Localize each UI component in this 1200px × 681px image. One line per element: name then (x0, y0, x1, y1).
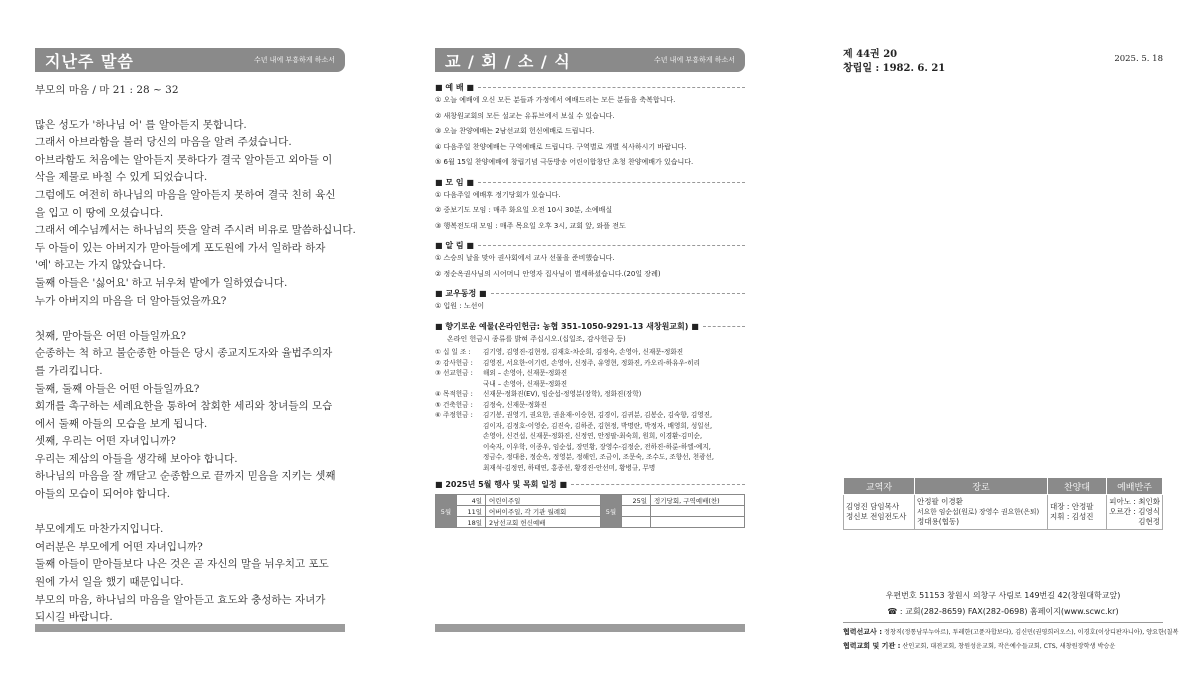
sermon-line: 되시길 바랍니다. (35, 611, 113, 624)
founding-date: 창립일 : 1982. 6. 21 (843, 63, 946, 74)
offering-line: 김기영, 김영진-김현정, 김재호-차순희, 김정숙, 손영아, 신재문-정화진 (483, 348, 684, 356)
schedule-month: 5월 (601, 495, 622, 528)
members-list (435, 299, 745, 315)
staff-header-choir: 찬양대 (1048, 478, 1107, 495)
offering-heading: ■ 향기로운 예물(온라인헌금: 농협 351-1050-9291-13 새창원교회) ■ (435, 321, 745, 332)
news-item: ① 오늘 예배에 오신 모든 분들과 가정에서 예배드리는 모든 분들을 축복합니다. (435, 96, 676, 104)
offering-label: ⑤ 건축헌금 : (435, 400, 473, 409)
schedule-event (651, 517, 745, 528)
sermon-body (35, 82, 356, 627)
sermon-line: 순종하는 척 하고 불순종한 아들은 당시 종교지도자와 율법주의자 (35, 347, 333, 360)
staff-pastors: 김영진 담임목사 정신보 전임전도사 (844, 495, 915, 530)
sermon-line: 두 아들이 있는 아버지가 맏아들에게 포도원에 가서 일하라 하자 (35, 241, 326, 254)
sermon-panel (35, 48, 356, 627)
schedule-event: 2남선교회 헌신예배 (486, 517, 601, 528)
news-subtitle: 수년 내에 부흥하게 하소서 (653, 56, 735, 64)
schedule-event: 어린이주일 (486, 495, 601, 506)
offering-row (435, 368, 745, 389)
church-contact: ☎ : 교회(282-8659) FAX(282-0698) 홈페이지(www.scwc.kr) (887, 607, 1119, 616)
news-item: ② 정순옥권사님의 시어머니 안영자 집사님이 별세하셨습니다.(20일 장례) (435, 269, 661, 278)
sermon-line: 부모의 마음, 하나님의 마음을 알아듣고 효도와 충성하는 자녀가 (35, 593, 326, 606)
offering-row (435, 410, 745, 473)
church-address: 우편번호 51153 창원시 의창구 사림로 149번길 42(창원대학교앞) (885, 591, 1121, 600)
volume-number: 제 44권 20 (843, 49, 898, 60)
schedule-day (622, 506, 651, 517)
offering-names (483, 358, 745, 369)
sermon-line: 둘째 아들이 맏아들보다 나은 것은 곧 자신의 말을 뉘우치고 포도 (35, 558, 329, 571)
schedule-row (436, 506, 745, 517)
news-item: ① 입원 : 노선이 (435, 302, 485, 310)
paragraph-gap (35, 504, 345, 522)
news-title: 교 / 회 / 소 / 식 (445, 52, 571, 71)
sermon-line: '예' 하고는 가지 않았습니다. (35, 259, 166, 272)
staff-header-elders: 장로 (915, 478, 1048, 495)
sermon-reference: 부모의 마음 / 마 21 : 28 ~ 32 (35, 84, 179, 96)
offering-line: 해외 – 손영아, 신재문-정화진 (483, 369, 568, 377)
news-item: ③ 행복전도대 모임 : 매주 목요일 오후 3시, 교회 앞, 와플 전도 (435, 221, 626, 230)
staff-header-pastors: 교역자 (844, 478, 915, 495)
sermon-line: 아들의 모습이 되어야 합니다. (35, 488, 171, 501)
offering-label: ① 십 일 조 : (435, 348, 471, 356)
info-panel (843, 48, 1163, 76)
offering-row (435, 358, 745, 369)
offering-line: 김기봉, 권영기, 권요한, 권윤재-이승현, 김경이, 김귀분, 김봉순, 김숙향, 김영진, (483, 411, 713, 419)
news-item: ③ 오늘 찬양예배는 2남선교회 헌신예배로 드립니다. (435, 127, 595, 135)
sermon-line: 그럼에도 여전히 하나님의 마음을 알아듣지 못하여 결국 친히 육신 (35, 188, 336, 201)
schedule-table (435, 494, 745, 528)
schedule-heading: ■ 2025년 5월 행사 및 목회 일정 ■ (435, 479, 745, 490)
schedule-row (436, 495, 745, 506)
news-header (435, 48, 745, 72)
sermon-line: 하나님의 마음을 잘 깨닫고 순종함으로 끝까지 믿음을 지키는 셋째 (35, 470, 336, 483)
sermon-header (35, 48, 345, 72)
schedule-event: 어버이주일, 각 기관 월례회 (486, 506, 601, 517)
staff-accompanist: 피아노 : 최인화 오르간 : 김영식 김현정 (1107, 495, 1163, 530)
offering-label: ⑥ 주정헌금 : (435, 411, 473, 419)
sermon-line: 에서 둘째 아들의 모습을 보게 됩니다. (35, 417, 208, 430)
members-heading: ■ 교우동정 ■ (435, 288, 745, 299)
sermon-line: 그래서 예수님께서는 하나님의 뜻을 알려 주시려 비유로 말씀하십니다. (35, 224, 356, 237)
sermon-line: 여러분은 부모에게 어떤 자녀입니까? (35, 540, 203, 553)
worship-list (435, 93, 745, 171)
worship-heading: ■ 예 배 ■ (435, 82, 745, 93)
schedule-month: 5월 (436, 495, 457, 528)
news-item: ④ 다음주일 찬양예배는 구역예배로 드립니다. 구역별로 개별 식사하시기 바랍니다. (435, 142, 687, 151)
offering-line: 김정숙, 신재문-정화진 (483, 400, 547, 409)
offering-names (483, 347, 745, 358)
news-item: ① 스승의 날을 맞아 권사회에서 교사 선물을 준비했습니다. (435, 254, 615, 262)
offering-line: 최재석-김정연, 하태연, 홍종선, 황경진-안선미, 황병규, 무명 (483, 463, 656, 472)
offering-names (483, 400, 745, 411)
offering-names (483, 389, 745, 400)
coop-churches: 협력교회 및 기관 : 산인교회, 대전교회, 창원성운교회, 작은예수들교회, CTS, 새창원장학생 박승운 (843, 642, 1116, 650)
sermon-line: 원에 가서 일을 했기 때문입니다. (35, 576, 184, 589)
sermon-footer-bar (35, 624, 345, 632)
offering-names (483, 410, 745, 473)
coop-missionaries: 협력선교사 : 정창직(정통남부누아르), 투레한(고퓬자합보다), 김신민(권영희러오스), 이경호(이상디판자니아), 양요한(칠복 (843, 628, 1179, 636)
staff-choir: 대장 : 안정팔 지휘 : 김성진 (1048, 495, 1107, 530)
sermon-line: 둘째, 둘째 아들은 어떤 아들일까요? (35, 382, 200, 395)
offering-list (435, 347, 745, 473)
staff-elders: 안정팔 이경환 서요한 임순섭(원로) 장영수 권요한(은퇴) 정대용(협동) (915, 495, 1048, 530)
offering-label: ② 감사헌금 : (435, 358, 473, 367)
sermon-line: 첫째, 맏아들은 어떤 아들일까요? (35, 329, 186, 342)
meeting-list (435, 188, 745, 235)
offering-line: 신재문-정화진(EV), 임순섭-정영분(장학), 정화진(장학) (483, 390, 642, 398)
sermon-line: 회개를 촉구하는 세례요한을 통하여 참회한 세리와 창녀들의 모습 (35, 400, 333, 413)
schedule-day: 18일 (457, 517, 486, 528)
sermon-line: 를 가리킵니다. (35, 364, 103, 377)
news-item: ① 다음주일 예배후 정기당회가 있습니다. (435, 190, 561, 199)
offering-line: 국내 – 손영아, 신재문-정화진 (483, 379, 568, 388)
news-item: ② 새창원교회의 모든 설교는 유튜브에서 보실 수 있습니다. (435, 111, 615, 120)
issue-date: 2025. 5. 18 (1114, 54, 1163, 64)
sermon-line: 셋째, 우리는 어떤 자녀입니까? (35, 435, 176, 448)
paragraph-gap (35, 310, 345, 328)
sermon-line: 우리는 제삼의 아들을 생각해 보아야 합니다. (35, 452, 238, 465)
sermon-paragraphs (35, 117, 356, 627)
schedule-day: 11일 (457, 506, 486, 517)
sermon-line: 을 입고 이 땅에 오셨습니다. (35, 206, 164, 219)
schedule-event (651, 506, 745, 517)
notice-heading: ■ 알 림 ■ (435, 240, 745, 251)
offering-line: 손영아, 신건섭, 신재문-정화진, 신정연, 안정팔-최숙희, 원희, 이경환-김미순, (483, 432, 703, 440)
meeting-heading: ■ 모 임 ■ (435, 177, 745, 188)
news-panel (435, 48, 745, 528)
offering-line: 정금수, 정대용, 정순옥, 정영분, 정해인, 조금이, 조문숙, 조수도, 조향선, 천광선, (483, 453, 714, 461)
offering-names (483, 368, 745, 389)
staff-header-accompanist: 예배반주 (1107, 478, 1163, 495)
offering-row (435, 347, 745, 358)
offering-line: 김영진, 서요한-이기련, 손영아, 신정주, 유영현, 정화진, 카오리-하유우-히리 (483, 358, 701, 367)
sermon-line: 둘째 아들은 '싫어요' 하고 뉘우쳐 밭에가 일하였습니다. (35, 276, 288, 289)
news-item: ② 중보기도 모임 : 매주 화요일 오전 10시 30분, 소예배실 (435, 206, 613, 214)
schedule-day: 4일 (457, 495, 486, 506)
sermon-title: 지난주 말씀 (45, 52, 134, 71)
news-footer-bar (435, 624, 745, 632)
schedule-row (436, 517, 745, 528)
offering-note: 온라인 헌금시 종류를 밝혀 주십시오.(십일조, 감사헌금 등) (447, 334, 626, 343)
sermon-line: 누가 아버지의 마음을 더 알아들었을까요? (35, 294, 227, 307)
offering-line: 이숙자, 이우학, 이종우, 임순섭, 장민황, 장영수-김정순, 전하진-하룬-하엘-예지, (483, 442, 711, 451)
schedule-day (622, 517, 651, 528)
news-item: ⑤ 6월 15일 찬양예배에 창립기념 극동방송 어린이합창단 초청 찬양예배가 있습니다. (435, 158, 694, 166)
sermon-line: 많은 성도가 '하나님 어' 를 알아듣지 못합니다. (35, 118, 247, 131)
schedule-event: 정기당회, 구역예배(찬) (651, 495, 745, 506)
offering-line: 김이자, 김정호-이영순, 김진숙, 김하준, 김현정, 박명란, 박정자, 배영희, 성일선, (483, 421, 713, 430)
offering-label: ③ 선교헌금 : (435, 369, 473, 377)
contact-divider (843, 622, 1163, 623)
sermon-subtitle: 수년 내에 부흥하게 하소서 (253, 56, 335, 64)
offering-row (435, 389, 745, 400)
notice-list (435, 251, 745, 282)
sermon-line: 아브라함도 처음에는 알아듣지 못하다가 결국 알아듣고 외아들 이 (35, 153, 333, 166)
sermon-line: 그래서 아브라함을 불러 당신의 마음을 알려 주셨습니다. (35, 136, 292, 149)
staff-table (843, 477, 1163, 530)
offering-row (435, 400, 745, 411)
offering-label: ④ 목적헌금 : (435, 390, 473, 398)
sermon-line: 삭을 제물로 바칠 수 있게 되었습니다. (35, 171, 208, 184)
sermon-line: 부모에게도 마찬가지입니다. (35, 523, 164, 536)
schedule-day: 25일 (622, 495, 651, 506)
